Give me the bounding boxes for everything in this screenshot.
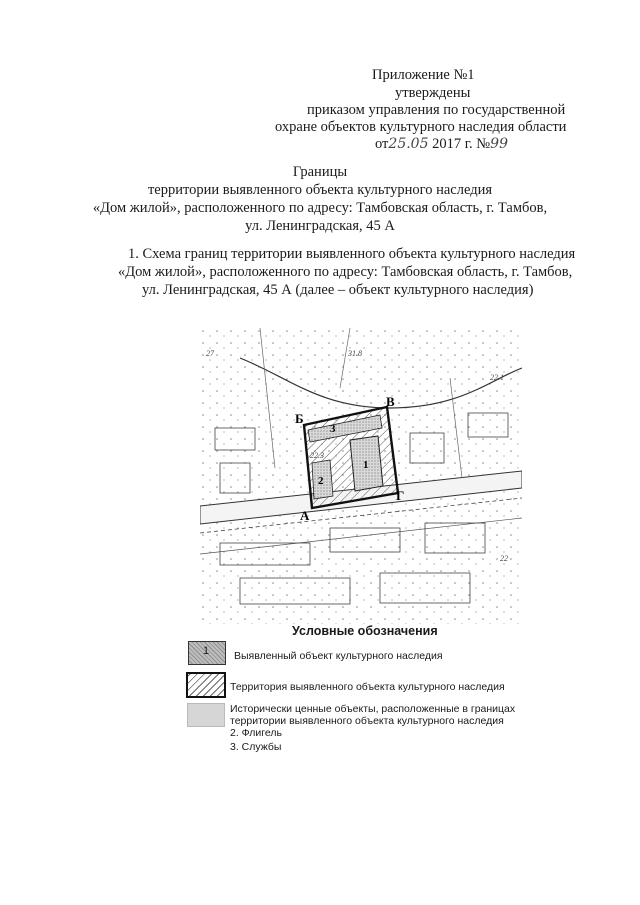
title-line-4: ул. Ленинградская, 45 А: [245, 218, 395, 234]
legend-swatch-historic: [187, 703, 225, 727]
legend-text-object: Выявленный объект культурного наследия: [234, 650, 443, 662]
elevation-label: 22.1: [490, 373, 504, 382]
object-label-1: 1: [363, 459, 369, 471]
section-line-3: ул. Ленинградская, 45 А (далее – объект культурного наследия): [142, 282, 534, 298]
corner-label-g: Г: [396, 488, 405, 503]
legend-subitem-wing: 2. Флигель: [230, 727, 282, 739]
order-line-1: приказом управления по государственной: [307, 102, 566, 118]
date-year: 2017 г. №: [432, 136, 491, 152]
corner-label-b: Б: [295, 411, 304, 426]
section-line-1: 1. Схема границ территории выявленного объекта культурного наследия: [128, 246, 576, 262]
title-line-2: территории выявленного объекта культурного наследия: [147, 182, 493, 198]
elevation-label: 27: [206, 349, 214, 358]
elevation-label: 22.3: [310, 451, 324, 460]
legend-subitem-services: 3. Службы: [230, 741, 282, 753]
approved-label: утверждены: [395, 85, 471, 101]
elevation-label: 31.8: [348, 349, 362, 358]
object-label-3: 3: [330, 423, 336, 435]
appendix-label: Приложение №1: [372, 67, 475, 83]
order-line-2: охране объектов культурного наследия области: [275, 119, 567, 135]
legend-swatch-label: 1: [203, 645, 210, 657]
title-line-1: Границы: [292, 164, 348, 180]
legend-text-historic-1: Исторически ценные объекты, расположенные в границах: [230, 703, 516, 715]
legend-swatch-territory: [186, 672, 226, 698]
legend-swatch-object: [188, 641, 226, 665]
date-handwritten: 25.05: [388, 136, 429, 152]
legend-text-historic-2: территории выявленного объекта культурного наследия: [230, 715, 504, 727]
section-line-2: «Дом жилой», расположенного по адресу: Тамбовская область, г. Тамбов,: [118, 264, 573, 280]
boundary-map: [200, 328, 522, 624]
order-date-line: [375, 135, 508, 153]
corner-label-a: А: [300, 508, 310, 523]
elevation-label: 22: [500, 554, 508, 563]
number-handwritten: 99: [490, 136, 508, 152]
corner-label-v: В: [386, 394, 395, 409]
date-prefix: от: [375, 136, 389, 152]
legend-text-territory: Территория выявленного объекта культурного наследия: [230, 681, 505, 693]
legend-title: Условные обозначения: [292, 624, 438, 638]
title-line-3: «Дом жилой», расположенного по адресу: Тамбовская область, г. Тамбов,: [92, 200, 548, 216]
object-label-2: 2: [318, 475, 324, 487]
